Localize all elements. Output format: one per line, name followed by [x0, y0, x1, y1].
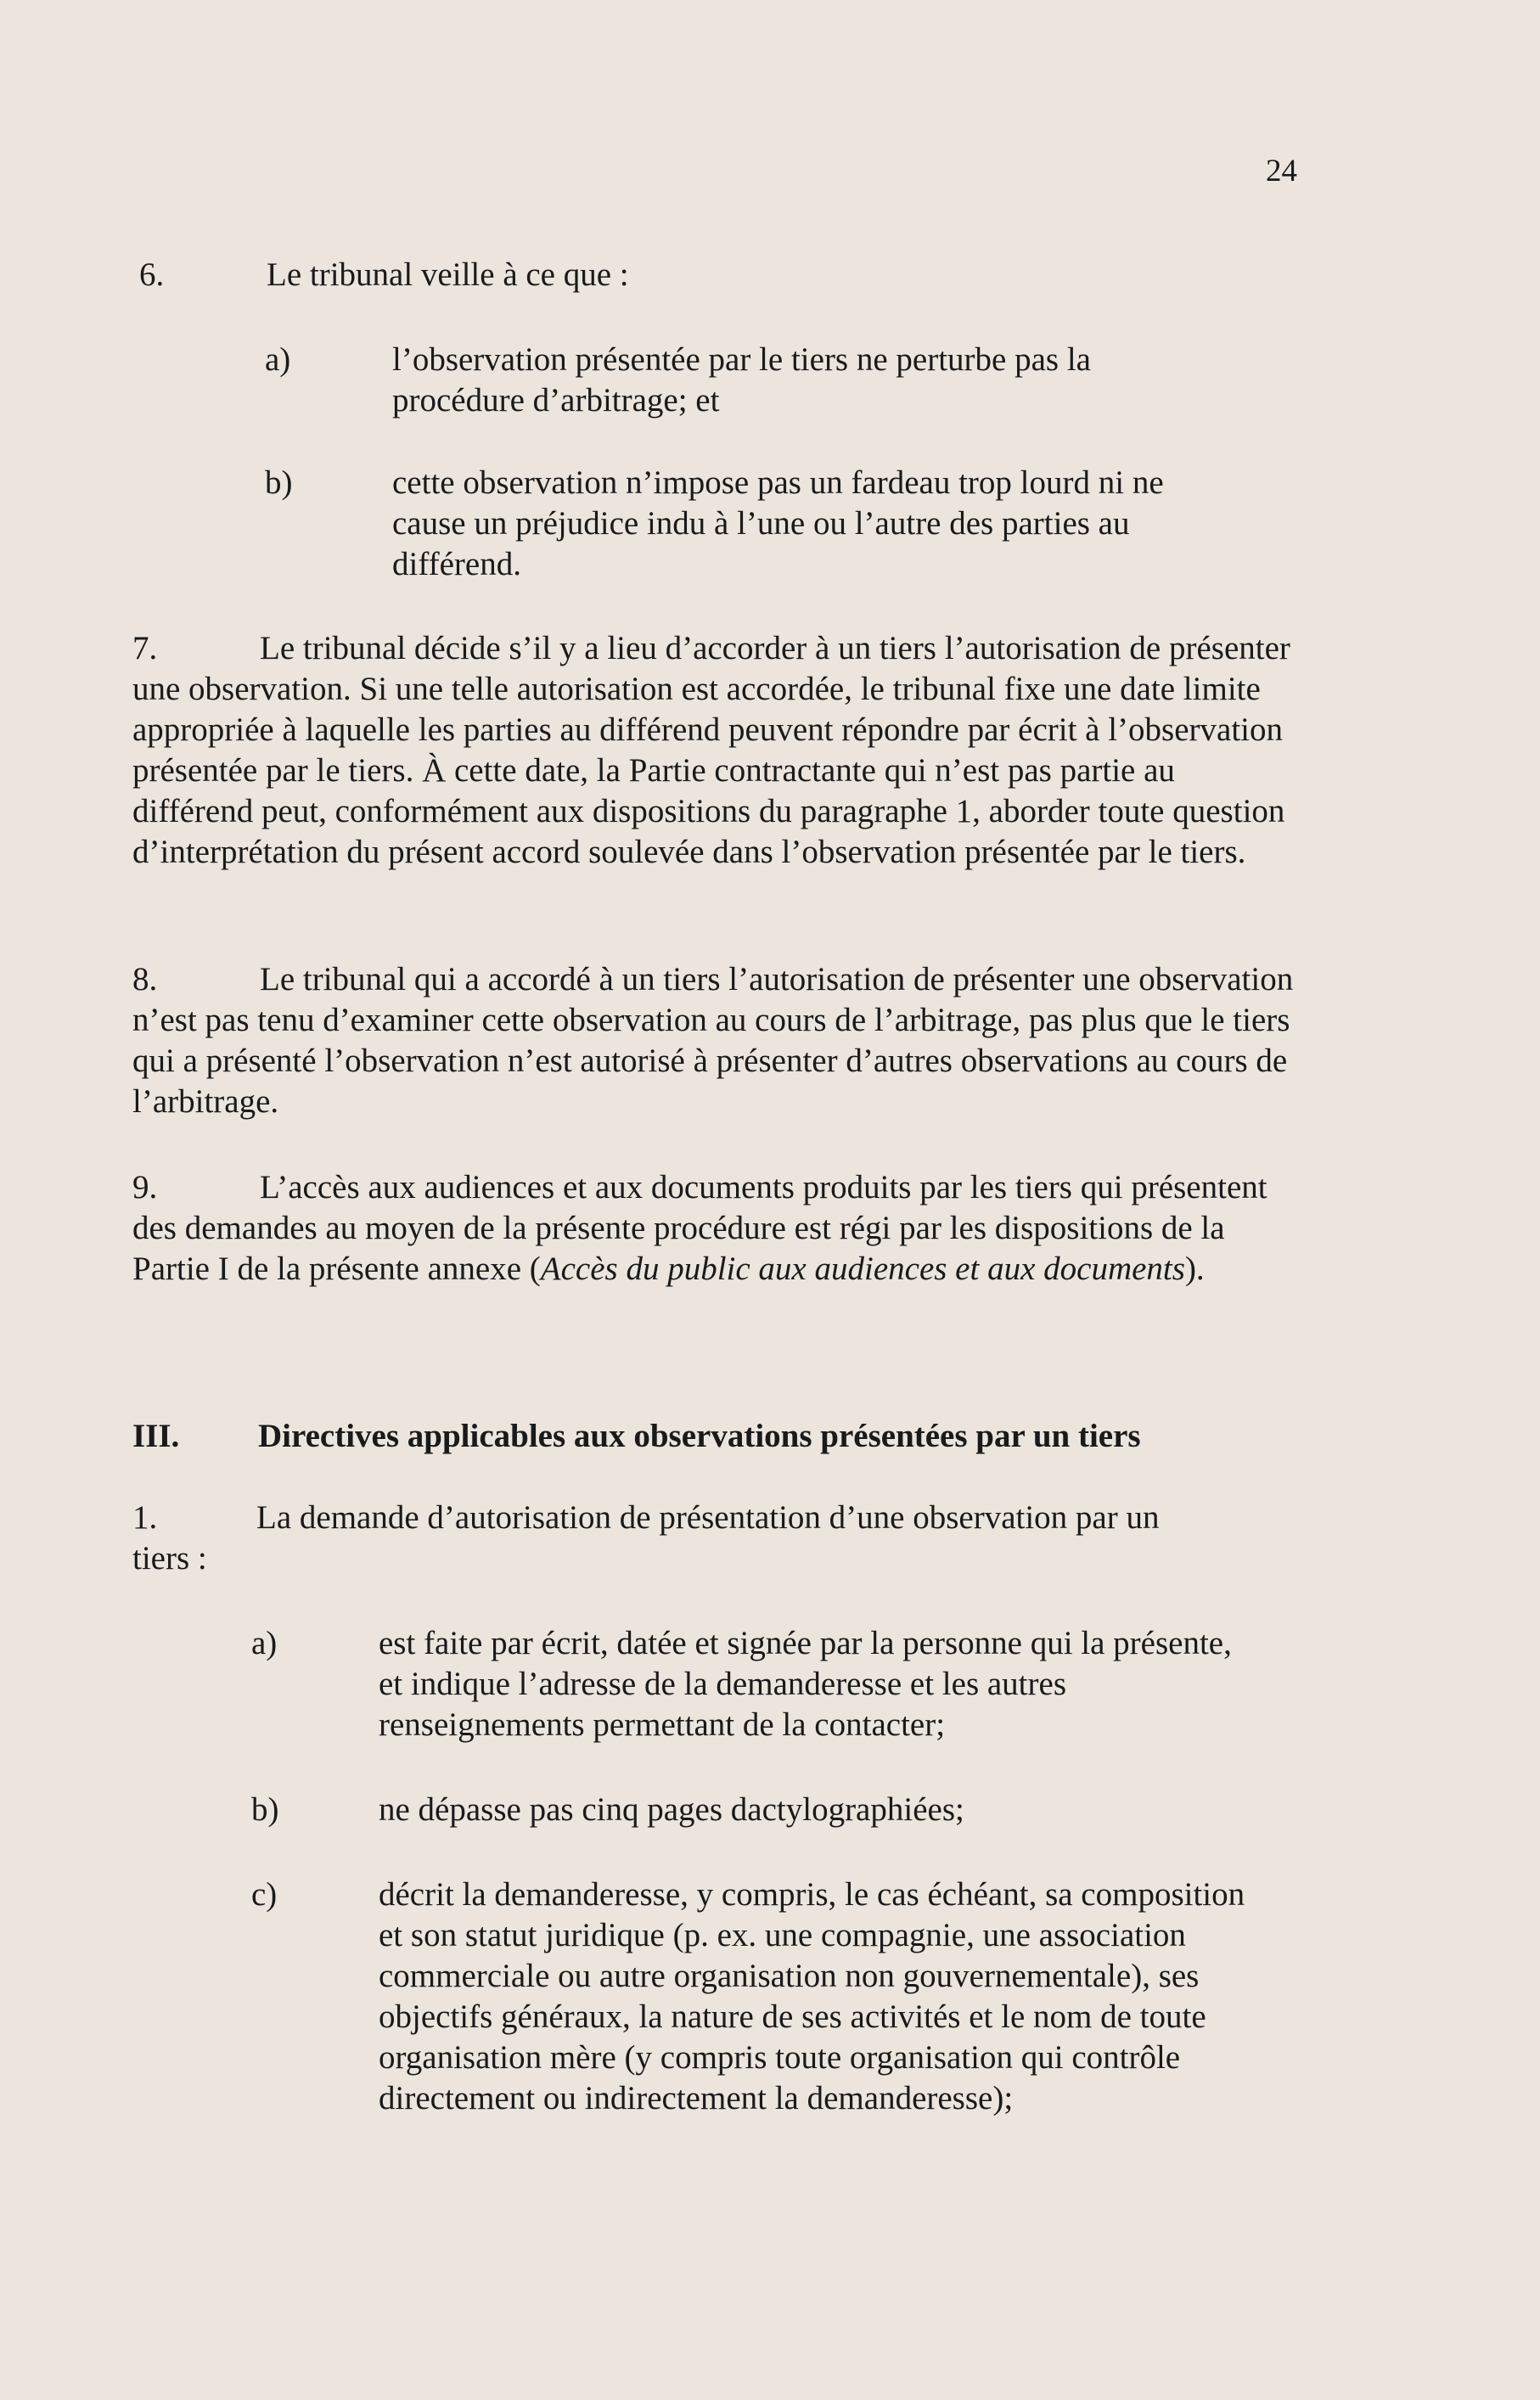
s3-item-1-intro-line2: tiers : [132, 1540, 207, 1577]
item-6a-text: l’observation présentée par le tiers ne perturbe pas la procédure d’arbitrage; et [392, 341, 1091, 419]
item-7-number: 7. [132, 630, 158, 666]
page-number: 24 [1266, 154, 1297, 188]
item-6 [132, 255, 1279, 582]
item-9-text-end: ). [1184, 1251, 1205, 1287]
item-6b-text: cette observation n’impose pas un fardeau trop lourd ni ne cause un préjudice indu à l’une ou l’autre des parties au différend. [392, 464, 1164, 582]
item-8-text: Le tribunal qui a accordé à un tiers l’autorisation de présenter une observation n’est pas tenu d’examiner cette observation au cours de l’arbitrage, pas plus que le tiers qui a présenté l’observation n’est autorisé à présenter d’autres observations au cours de l’arbitrage. [132, 961, 1294, 1120]
item-6b-label: b) [265, 464, 293, 501]
section-3-heading [132, 1416, 1321, 1459]
s3-item-1b-text: ne dépasse pas cinq pages dactylographiées; [379, 1791, 964, 1828]
s3-item-1a-label: a) [251, 1625, 278, 1661]
s3-item-1b-label: b) [251, 1791, 279, 1828]
s3-item-1c-text: décrit la demanderesse, y compris, le cas échéant, sa composition et son statut juridique (p. ex. une compagnie, une association commerciale ou autre organisation non gouvernementale), ses objectifs généraux, la nature de ses activités et le nom de toute organisation mère (y compris toute organisation qui contrôle directement ou indirectement la demanderesse); [379, 1876, 1245, 2116]
item-9-paragraph [132, 1167, 1296, 1290]
item-6-number: 6. [139, 256, 165, 293]
item-6-intro: Le tribunal veille à ce que : [267, 256, 629, 293]
s3-item-1a-text: est faite par écrit, datée et signée par la personne qui la présente, et indique l’adresse de la demanderesse et les autres renseignements permettant de la contacter; [379, 1625, 1232, 1743]
item-9-italic-title: Accès du public aux audiences et aux documents [540, 1251, 1185, 1287]
item-8-number: 8. [132, 961, 158, 998]
s3-item-1-number: 1. [132, 1499, 158, 1536]
item-9-number: 9. [132, 1169, 158, 1206]
item-7-paragraph [132, 628, 1296, 873]
section-3-title: Directives applicables aux observations présentées par un tiers [258, 1418, 1141, 1454]
item-9-text: L’accès aux audiences et aux documents produits par les tiers qui présentent des demandes au moyen de la présente procédure est régi par les dispositions de la Partie I de la présente annexe ( [132, 1169, 1267, 1287]
item-6a-label: a) [265, 341, 291, 378]
item-8-paragraph [132, 959, 1296, 1122]
s3-item-1c-label: c) [251, 1876, 278, 1913]
item-7-text: Le tribunal décide s’il y a lieu d’accorder à un tiers l’autorisation de présenter une observation. Si une telle autorisation est accordée, le tribunal fixe une date limite appropriée à laquelle les parties au différend peuvent répondre par écrit à l’observation présentée par le tiers. À cette date, la Partie contractante qui n’est pas partie au différend peut, conformément aux dispositions du paragraphe 1, aborder toute question d’interprétation du présent accord soulevée dans l’observation présentée par le tiers. [132, 630, 1290, 870]
section-3-item-1 [132, 1498, 1279, 2177]
section-3-number: III. [132, 1418, 180, 1454]
s3-item-1-intro-line1: La demande d’autorisation de présentation d’une observation par un [256, 1499, 1160, 1536]
